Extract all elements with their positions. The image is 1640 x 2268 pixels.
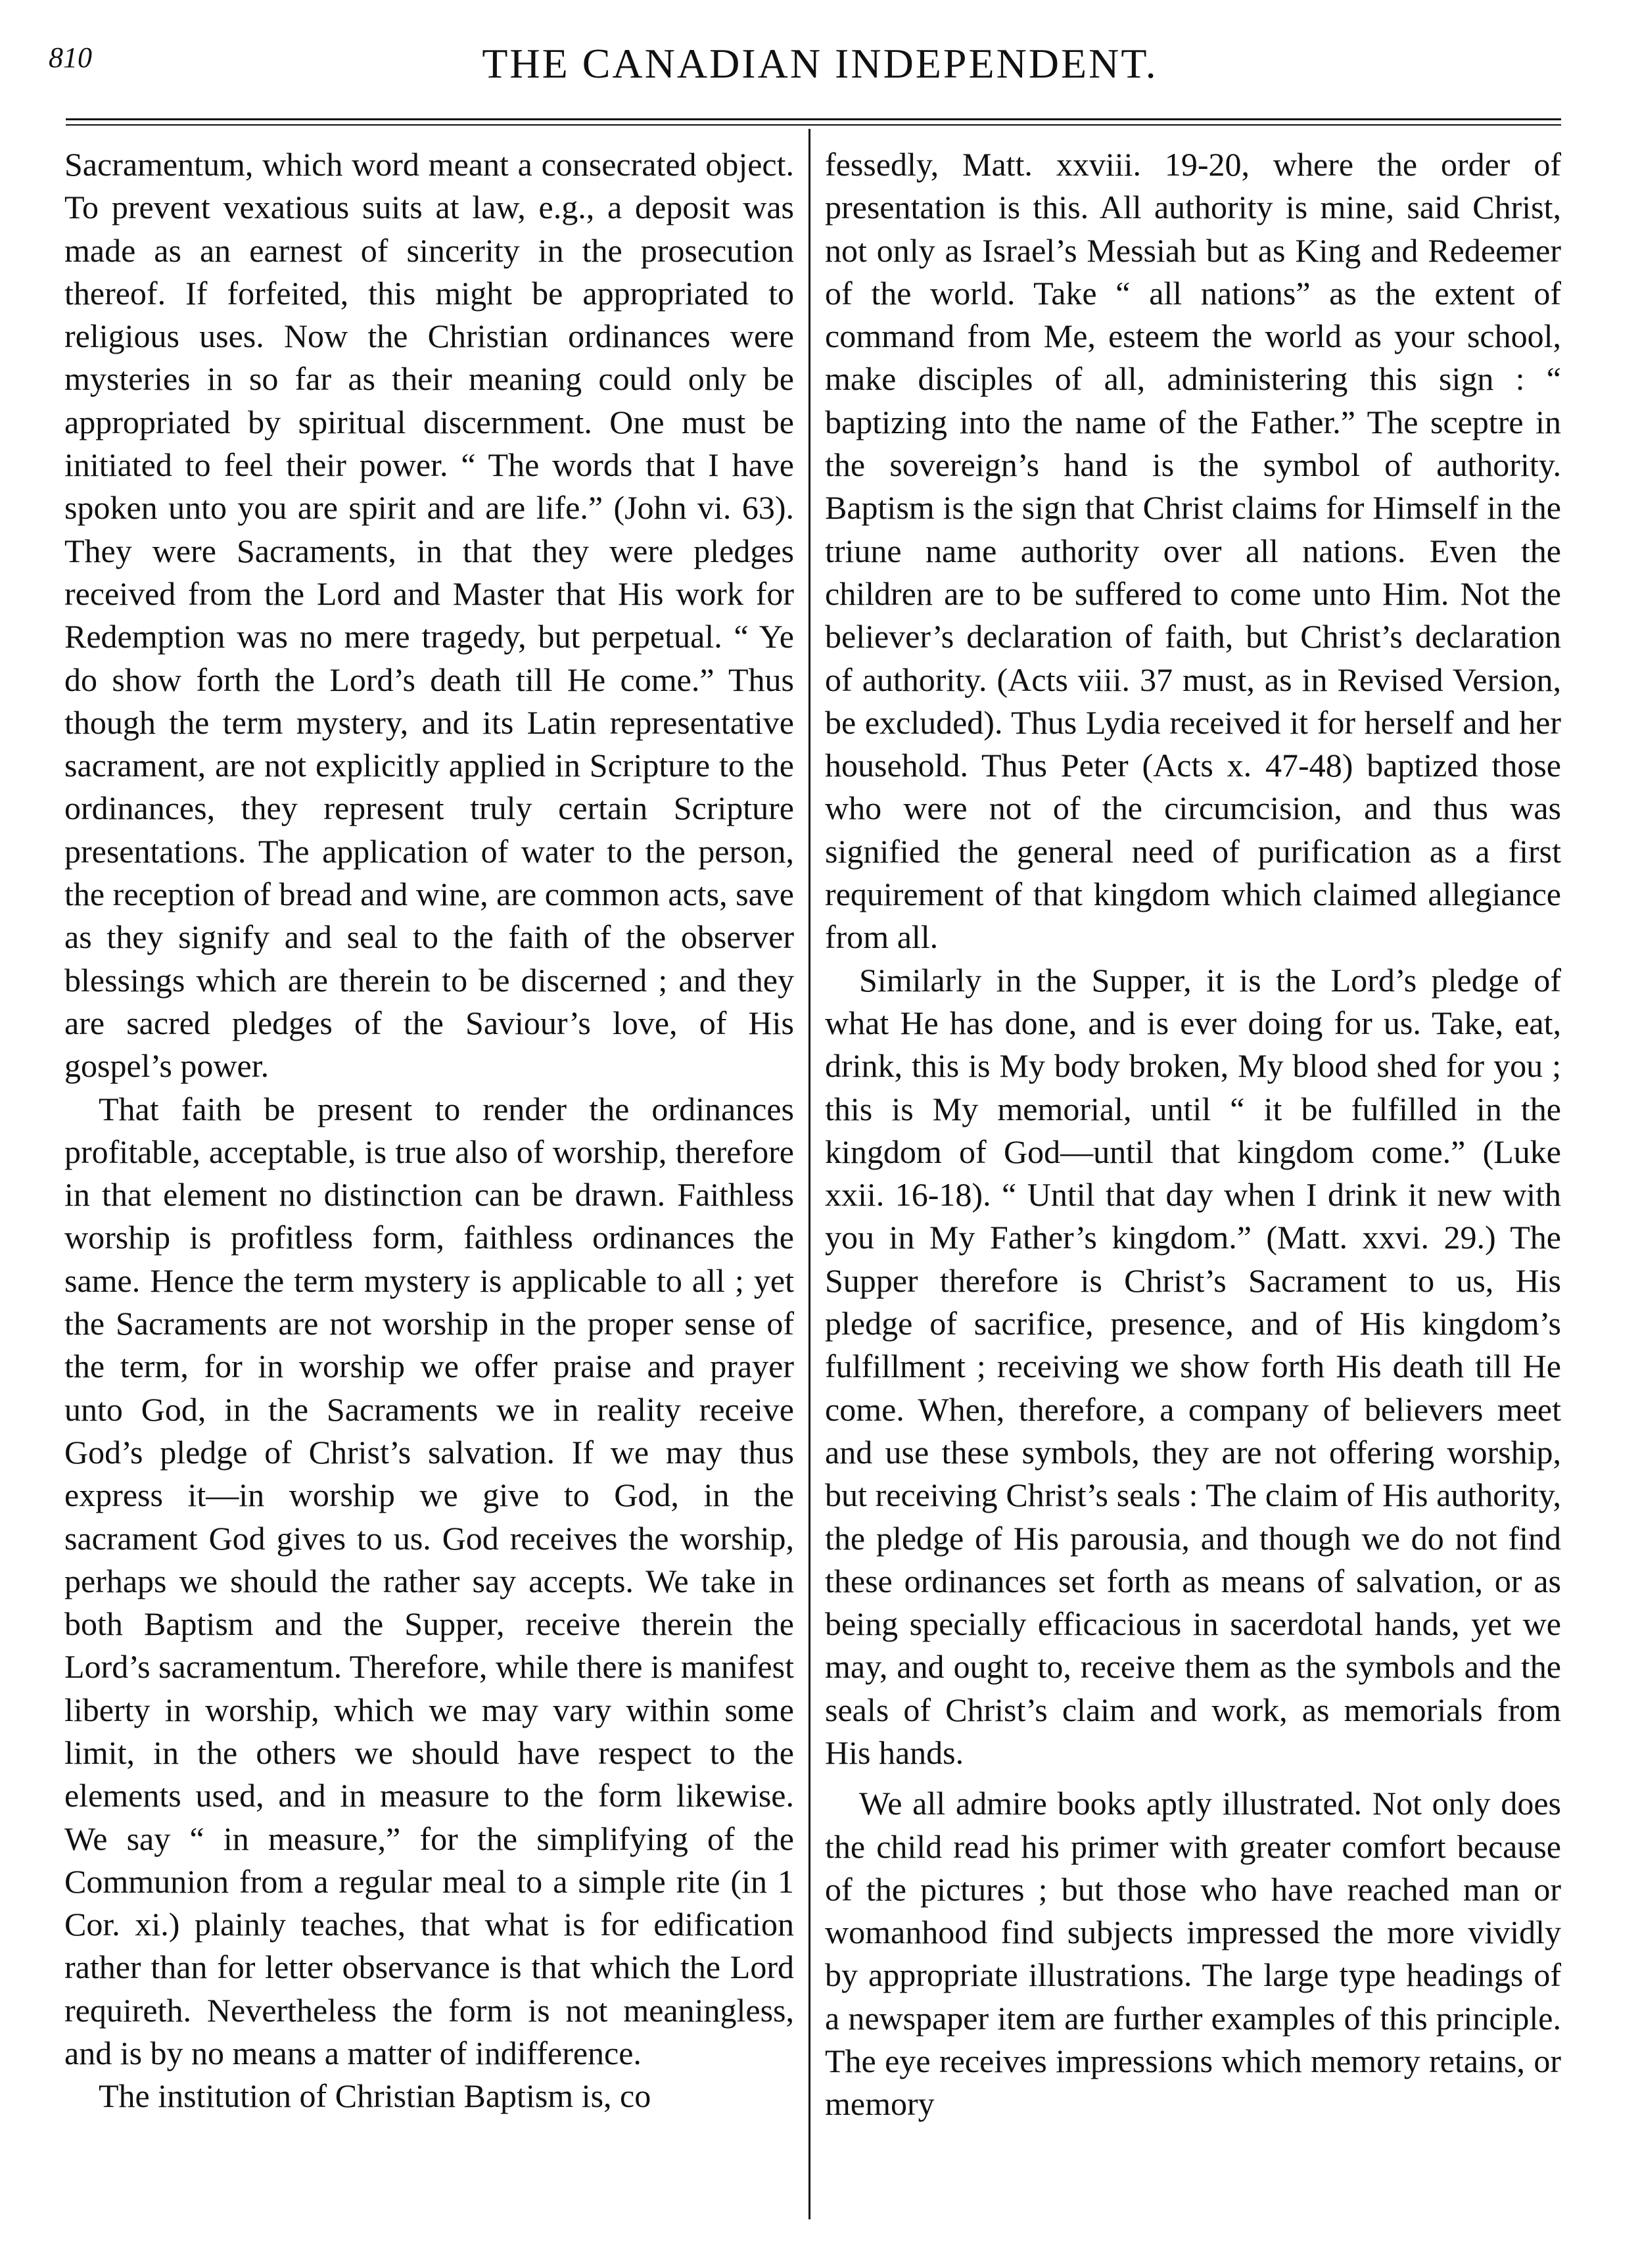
page-number: 810	[49, 41, 92, 74]
left-column	[64, 143, 794, 2214]
column-divider	[808, 129, 810, 2219]
header-rule	[66, 118, 1561, 126]
right-paragraph-2: Similarly in the Supper, it is the Lord’s pledge of what He has done, and is ever doing for us. Take, eat, drink, this is My body broken, My blood shed for you ; this is My memorial, until “ it be fulfilled in the kingdom of God—until that kingdom come.” (Luke xxii. 16-18). “ Until that day when I drink it new with you in My Father’s kingdom.” (Matt. xxvi. 29.) The Supper therefore is Christ’s Sacrament to us, His pledge of sacrifice, presence, and of His kingdom’s fulfillment ; receiving we show forth His death till He come. When, therefore, a company of believers meet and use these symbols, they are not offering worship, but receiving Christ’s seals : The claim of His authority, the pledge of His parousia, and though we do not find these ordinances set forth as means of salvation, or as being specially efficacious in sacerdotal hands, yet we may, and ought to, receive them as the symbols and the seals of Christ’s claim and work, as memorials from His hands.	[825, 961, 1561, 1771]
left-paragraph-2: That faith be present to render the ordinances profitable, acceptable, is true also of worship, therefore in that element no distinction can be drawn. Faithless worship is profitless form, faithless ordinances the same. Hence the term mystery is applicable to all ; yet the Sacraments are not worship in the proper sense of the term, for in worship we offer praise and prayer unto God, in the Sacraments we in reality receive God’s pledge of Christ’s salvation. If we may thus express it—in worship we give to God, in the sacrament God gives to us. God receives the worship, perhaps we should the rather say accepts. We take in both Baptism and the Supper, receive therein the Lord’s sacramentum. Therefore, while there is manifest liberty in worship, which we may vary within some limit, in the others we should have respect to the elements used, and in measure to the form likewise. We say “ in measure,” for the simplifying of the Communion from a regular meal to a simple rite (in 1 Cor. xi.) plainly teaches, that what is for edification rather than for letter observance is that which the Lord requireth. Nevertheless the form is not meaningless, and is by no means a matter of indifference.	[64, 1090, 794, 2072]
right-paragraph-1: fessedly, Matt. xxviii. 19-20, where the order of presentation is this. All authority is mine, said Christ, not only as Israel’s Messiah but as King and Redeemer of the world. Take “ all nations” as the extent of command from Me, esteem the world as your school, make disciples of all, administering this sign : “ baptizing into the name of the Father.” The sceptre in the sovereign’s hand is the symbol of authority. Baptism is the sign that Christ claims for Himself in the triune name authority over all nations. Even the children are to be suffered to come unto Him. Not the believer’s declaration of faith, but Christ’s declaration of authority. (Acts viii. 37 must, as in Revised Version, be excluded). Thus Lydia received it for herself and her household. Thus Peter (Acts x. 47-48) baptized those who were not of the circumcision, and thus was signified the general need of purification as a first requirement of that kingdom which claimed allegiance from all.	[825, 146, 1561, 956]
right-column	[825, 143, 1561, 2214]
left-paragraph-1: Sacramentum, which word meant a consecrated object. To prevent vexatious suits at law, e.g., a deposit was made as an earnest of sincerity in the prosecution thereof. If forfeited, this might be appropriated to religious uses. Now the Christian ordinances were mysteries in so far as their meaning could only be appropriated by spiritual discernment. One must be initiated to feel their power. “ The words that I have spoken unto you are spirit and are life.” (John vi. 63). They were Sacraments, in that they were pledges received from the Lord and Master that His work for Redemption was no mere tragedy, but perpetual. “ Ye do show forth the Lord’s death till He come.” Thus though the term mystery, and its Latin representative sacrament, are not explicitly applied in Scripture to the ordinances, they represent truly certain Scripture presentations. The application of water to the person, the reception of bread and wine, are common acts, save as they signify and seal to the faith of the observer blessings which are therein to be discerned ; and they are sacred pledges of the Saviour’s love, of His gospel’s power.	[64, 146, 794, 1085]
left-paragraph-3: The institution of Christian Baptism is, co	[99, 2077, 651, 2115]
right-paragraph-3: We all admire books aptly illustrated. Not only does the child read his primer with greater comfort because of the pictures ; but those who have reached man or womanhood find subjects impressed the more vividly by appropriate illustrations. The large type headings of a newspaper item are further examples of this principle. The eye receives impressions which memory retains, or memory	[825, 1785, 1561, 2123]
running-head-title: THE CANADIAN INDEPENDENT.	[482, 40, 1158, 87]
